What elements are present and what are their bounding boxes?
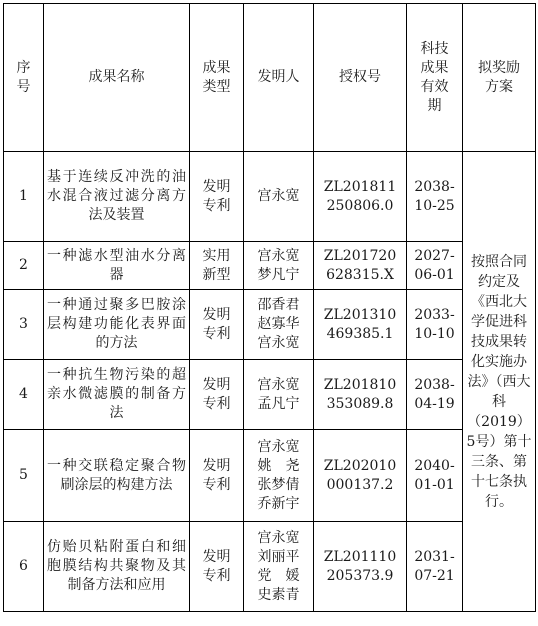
cell-patent-no: ZL201811 250806.0 xyxy=(314,152,407,242)
header-patent-no: 授权号 xyxy=(314,4,407,152)
cell-seq: 4 xyxy=(4,360,44,430)
cell-seq: 3 xyxy=(4,290,44,360)
table-row xyxy=(4,522,536,612)
cell-inventors: 宫永宽 xyxy=(244,152,314,242)
cell-name: 仿贻贝粘附蛋白和细胞膜结构共聚物及其制备方法和应用 xyxy=(44,522,190,612)
cell-seq: 1 xyxy=(4,152,44,242)
header-plan: 拟奖励 方案 xyxy=(463,4,536,152)
cell-inventors: 宫永宽 姚 尧 张梦倩 乔新宇 xyxy=(244,430,314,522)
table-row xyxy=(4,242,536,290)
cell-patent-no: ZL202010 000137.2 xyxy=(314,430,407,522)
cell-validity: 2033- 10-10 xyxy=(407,290,463,360)
cell-name: 基于连续反冲洗的油水混合液过滤分离方法及装置 xyxy=(44,152,190,242)
header-name: 成果名称 xyxy=(44,4,190,152)
cell-name: 一种滤水型油水分离器 xyxy=(44,242,190,290)
cell-name: 一种交联稳定聚合物刷涂层的构建方法 xyxy=(44,430,190,522)
table-row xyxy=(4,290,536,360)
header-seq: 序 号 xyxy=(4,4,44,152)
cell-inventors: 宫永宽 刘丽平 党 媛 史素青 xyxy=(244,522,314,612)
cell-seq: 6 xyxy=(4,522,44,612)
cell-name: 一种抗生物污染的超亲水微滤膜的制备方法 xyxy=(44,360,190,430)
cell-type: 发明 专利 xyxy=(190,152,244,242)
cell-type: 发明 专利 xyxy=(190,522,244,612)
cell-seq: 2 xyxy=(4,242,44,290)
cell-validity: 2031- 07-21 xyxy=(407,522,463,612)
cell-validity: 2038- 04-19 xyxy=(407,360,463,430)
table-row xyxy=(4,360,536,430)
table-row xyxy=(4,152,536,242)
cell-validity: 2040- 01-01 xyxy=(407,430,463,522)
cell-patent-no: ZL201110 205373.9 xyxy=(314,522,407,612)
cell-award-plan: 按照合同约定及《西北大学促进科技成果转化实施办法》（西大科（2019）5号）第十三条、第十七条执行。 xyxy=(463,152,536,612)
cell-name: 一种通过聚多巴胺涂层构建功能化表界面的方法 xyxy=(44,290,190,360)
cell-validity: 2038- 10-25 xyxy=(407,152,463,242)
cell-validity: 2027- 06-01 xyxy=(407,242,463,290)
cell-type: 发明 专利 xyxy=(190,290,244,360)
cell-inventors: 邵香君 赵寡华 宫永宽 xyxy=(244,290,314,360)
header-validity: 科技 成果 有效 期 xyxy=(407,4,463,152)
cell-seq: 5 xyxy=(4,430,44,522)
header-type: 成果 类型 xyxy=(190,4,244,152)
cell-patent-no: ZL201810 353089.8 xyxy=(314,360,407,430)
cell-inventors: 宫永宽 孟凡宁 xyxy=(244,360,314,430)
table-header-row xyxy=(4,4,536,152)
cell-type: 实用 新型 xyxy=(190,242,244,290)
cell-type: 发明 专利 xyxy=(190,360,244,430)
patent-award-table xyxy=(3,3,536,612)
cell-patent-no: ZL201720 628315.X xyxy=(314,242,407,290)
header-inventors: 发明人 xyxy=(244,4,314,152)
cell-inventors: 宫永宽 梦凡宁 xyxy=(244,242,314,290)
cell-patent-no: ZL201310 469385.1 xyxy=(314,290,407,360)
cell-type: 发明 专利 xyxy=(190,430,244,522)
table-row xyxy=(4,430,536,522)
